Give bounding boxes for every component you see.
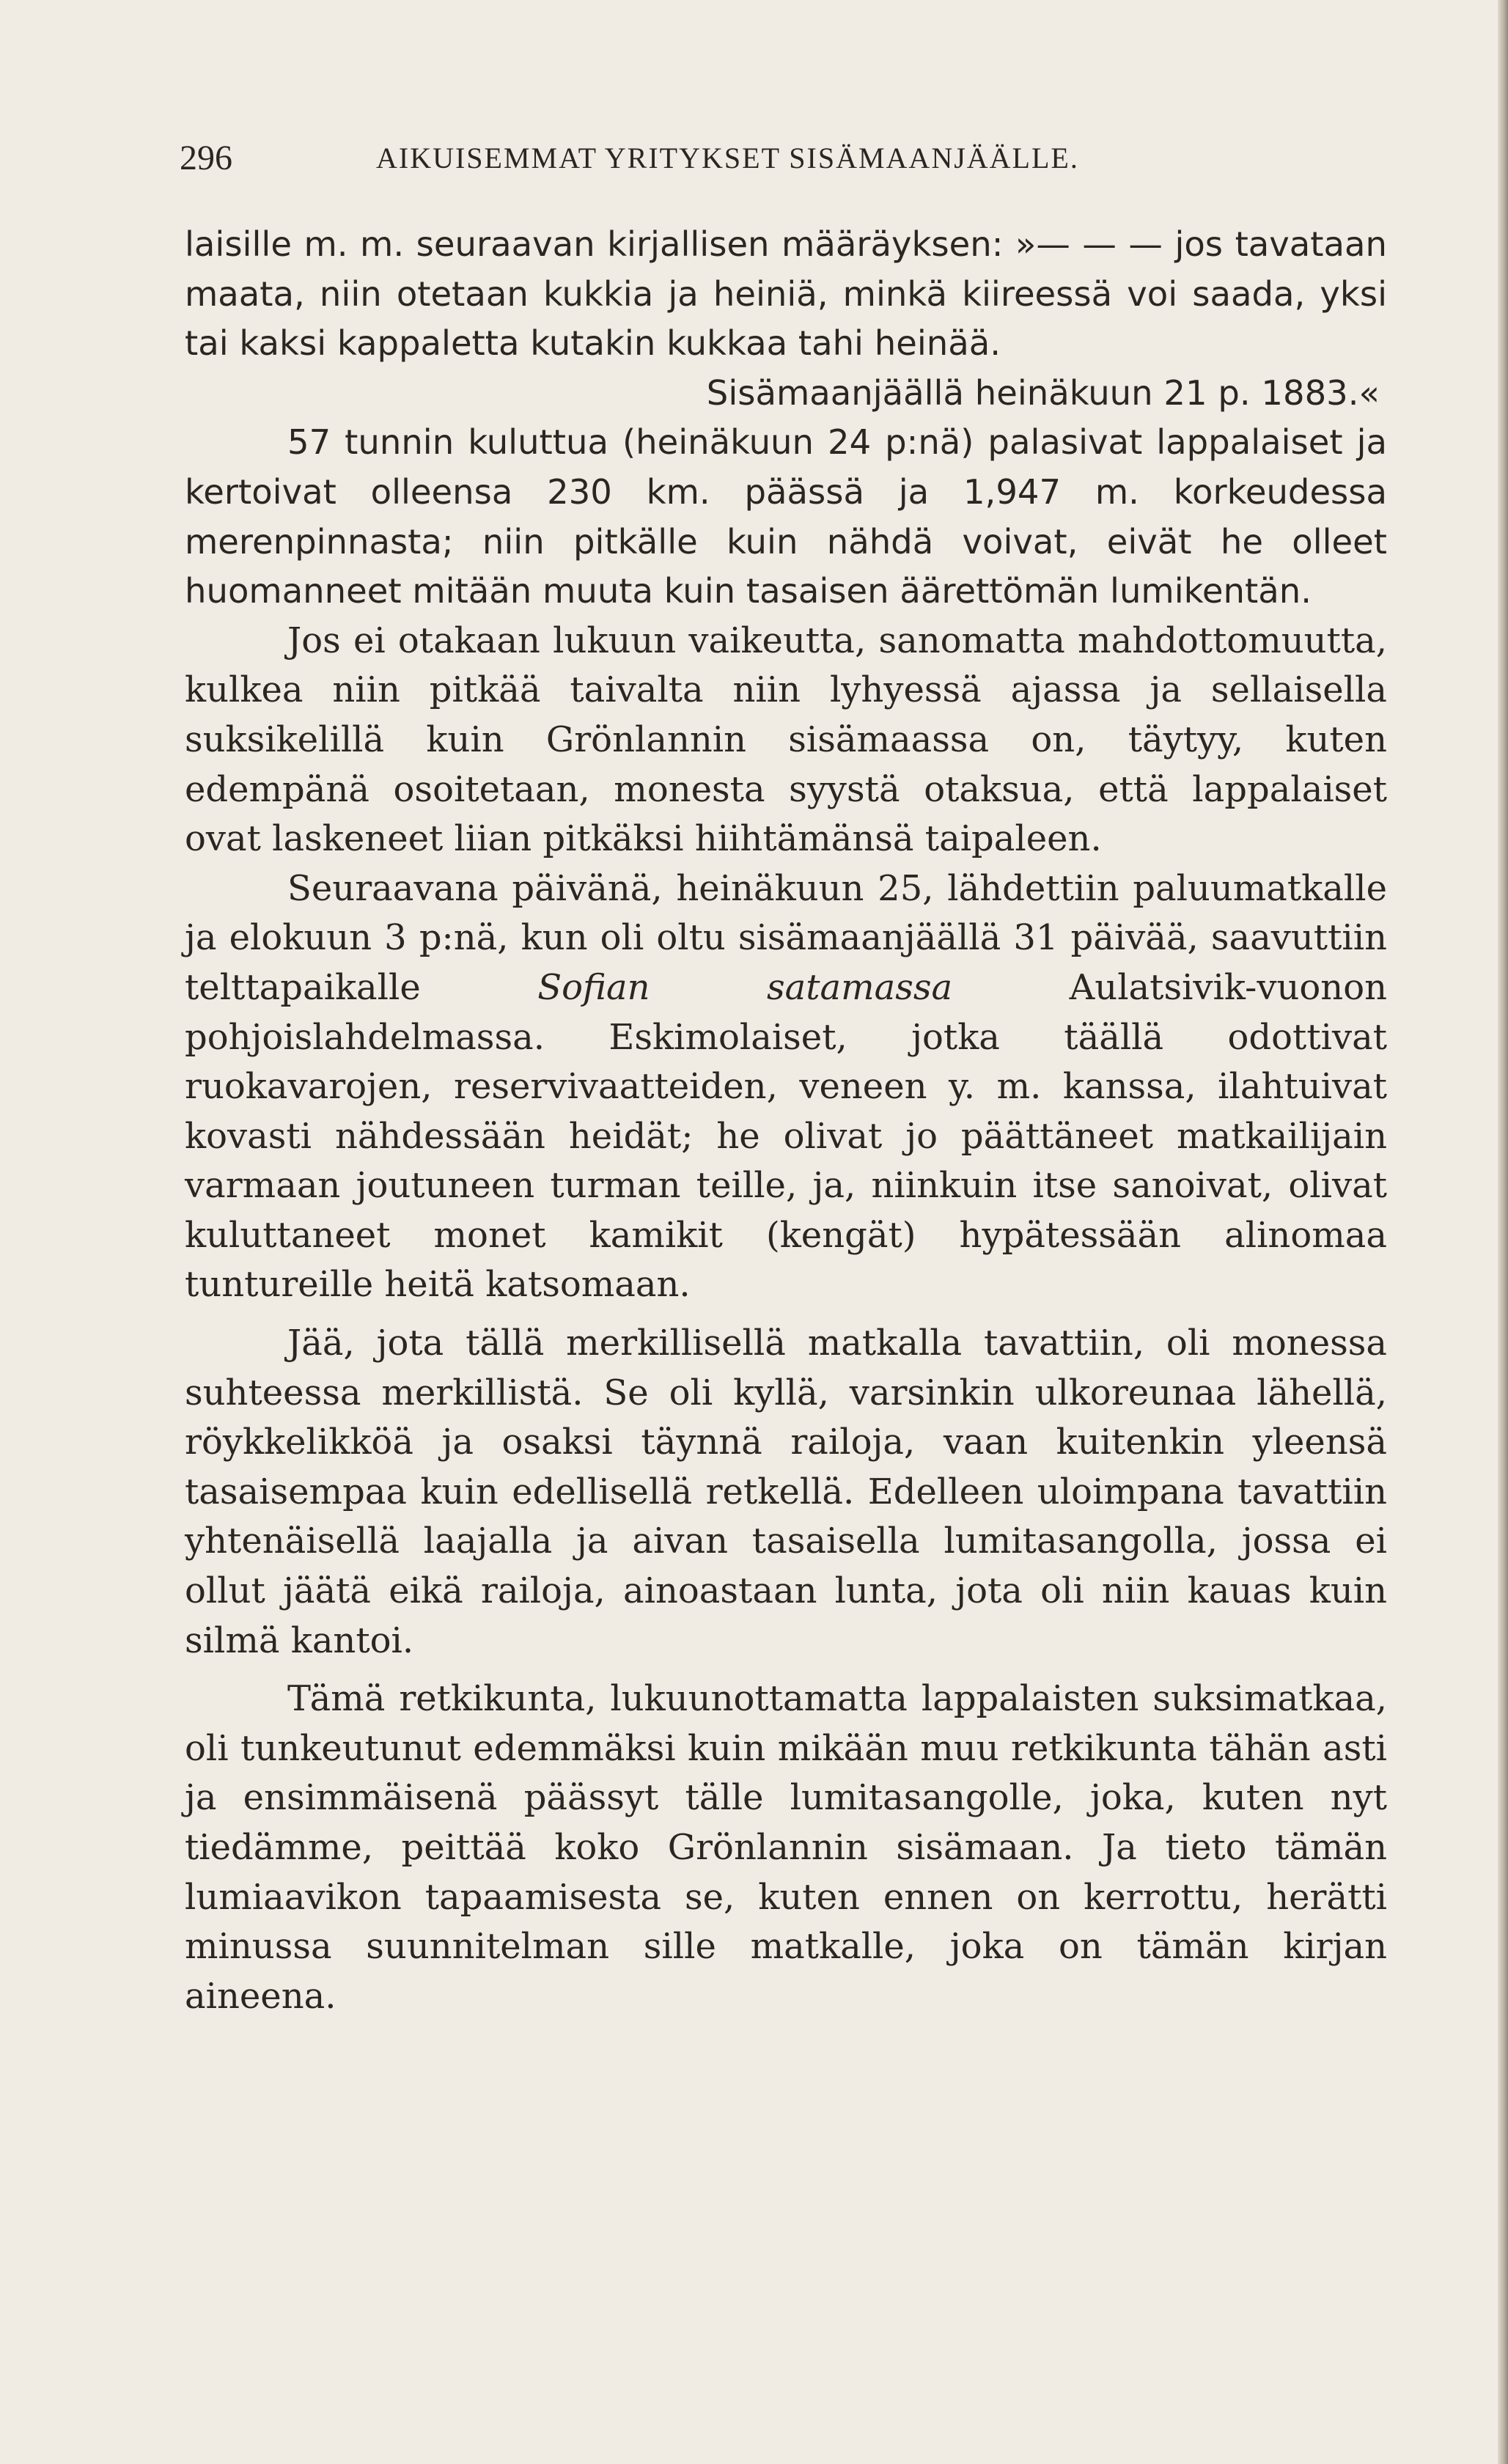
return-journey-text-start: Seuraavana päivänä, heinäkuun 25, lähdettiin paluumatkalle ja elokuun 3 p:nä, kun oli oltu sisämaanjäällä 31 päivää, saavuttiin telttapaikalle — [185, 867, 1387, 1008]
page-edge — [1498, 0, 1508, 2464]
page-number: 296 — [180, 139, 232, 177]
paragraph-ice-description: Jää, jota tällä merkillisellä matkalla tavattiin, oli monessa suhteessa merkillistä. Se oli kyllä, varsinkin ulkoreunaa lähellä, röykkelikköä ja osaksi täynnä railoja, vaan kuitenkin yleensä tasaisempaa kuin edellisellä retkellä. Edelleen uloimpana tavattiin yhtenäisellä laajalla ja aivan tasaisella lumitasangolla, jossa ei ollut jäätä eikä railoja, ainoastaan lunta, jota oli niin kauas kuin silmä kantoi. — [185, 1323, 1387, 1661]
paragraph-expedition-significance: Tämä retkikunta, lukuunottamatta lappalaisten suksimatkaa, oli tunkeutunut edemmäksi kuin mikään muu retkikunta tähän asti ja ensimmäisenä päässyt tälle lumitasangolle, joka, kuten nyt tiedämme, peittää koko Grönlannin sisämaan. Ja tieto tämän lumiaavikon tapaamisesta se, kuten ennen on kerrottu, herätti minussa suunnitelman sille matkalle, joka on tämän kirjan aineena. — [185, 1678, 1387, 2017]
running-title: AIKUISEMMAT YRITYKSET SISÄMAANJÄÄLLE. — [376, 141, 1079, 174]
return-journey-text-end: Aulatsivik-vuonon pohjoislahdelmassa. Eskimolaiset, jotka täällä odottivat ruokavarojen, reservivaatteiden, veneen y. m. kanssa, ilahtuivat kovasti nähdessään heidät; he olivat jo päättäneet matkailijain varmaan joutuneen turman teille, ja, niinkuin itse sanoivat, olivat kuluttaneet monet kamikit (kengät) hypätessään alinomaa tuntureille heitä katsomaan. — [185, 966, 1388, 1306]
paragraph-return-journey — [185, 864, 1387, 1310]
place-name-sofian-satamassa: Sofian satamassa — [537, 966, 953, 1008]
paragraph-lapps-return: 57 tunnin kuluttua (heinäkuun 24 p:nä) palasivat lappalaiset ja kertoivat olleensa 230 km. päässä ja 1,947 m. korkeudessa merenpinnasta; niin pitkälle kuin nähdä voivat, eivät he olleet huomanneet mitään muuta kuin tasaisen äärettömän lumikentän. — [185, 422, 1387, 611]
page-header — [180, 138, 1382, 189]
page-body — [185, 220, 1387, 2021]
letter-dateline: Sisämaanjäällä heinäkuun 21 p. 1883.« — [706, 372, 1380, 413]
paragraph-distance-doubt: Jos ei otakaan lukuun vaikeutta, sanomatta mahdottomuutta, kulkea niin pitkää taivalta niin lyhyessä ajassa ja sellaisella suksikelillä kuin Grönlannin sisämaassa on, täytyy, kuten edempänä osoitetaan, monesta syystä otaksua, että lappalaiset ovat laskeneet liian pitkäksi hiihtämänsä taipaleen. — [185, 619, 1387, 860]
paragraph-continuation: laisille m. m. seuraavan kirjallisen määräyksen: »— — — jos tavataan maata, niin otetaan kukkia ja heiniä, minkä kiireessä voi saada, yksi tai kaksi kappaletta kutakin kukkaa tahi heinää. — [185, 224, 1387, 364]
